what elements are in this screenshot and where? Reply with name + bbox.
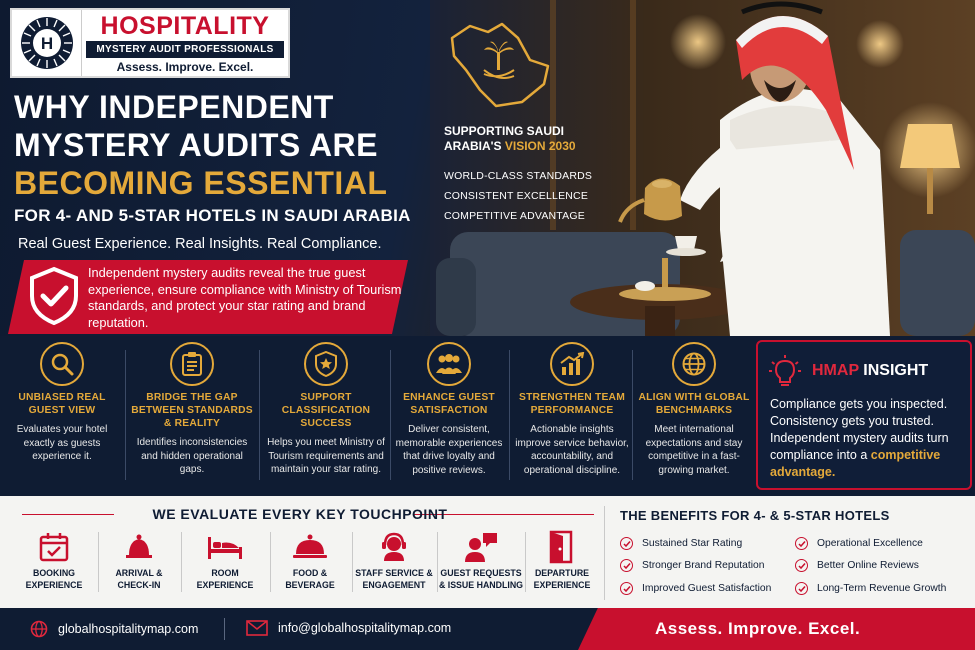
benefit-label: Better Online Reviews	[817, 560, 919, 571]
feature-title: UNBIASED REAL GUEST VIEW	[18, 392, 106, 416]
banner-text: Independent mystery audits reveal the true guest experience, ensure compliance with Ministry of Tourism standards, and protect your star rating and brand reputation.	[88, 265, 402, 330]
feature-title: BRIDGE THE GAP BETWEEN STANDARDS & REALITY	[131, 392, 253, 429]
calendar-check-icon	[10, 528, 98, 566]
vision-title-highlight: VISION 2030	[504, 139, 576, 153]
benefit-label: Sustained Star Rating	[642, 538, 743, 549]
benefit-item	[620, 537, 742, 550]
feature-desc: Helps you meet Ministry of Tourism requirements and maintain your star rating.	[267, 437, 385, 475]
insight-title	[812, 362, 928, 380]
touchpoints-title: WE EVALUATE EVERY KEY TOUCHPOINT	[152, 506, 448, 522]
feature-bridge-gap	[130, 342, 254, 492]
feature-desc: Evaluates your hotel exactly as guests experience it.	[16, 424, 108, 462]
feature-desc: Actionable insights improve service behavior, accountability, and operational discipline.	[515, 424, 629, 476]
benefit-item	[620, 559, 765, 572]
feature-unbiased-view	[0, 342, 124, 492]
group-icon	[427, 342, 471, 386]
feature-title: SUPPORT CLASSIFICATION SUCCESS	[281, 392, 371, 429]
touchpoint-label-line: FOOD &	[292, 568, 328, 578]
benefit-item	[795, 582, 946, 595]
touchpoint-label-line: CHECK-IN	[117, 579, 161, 590]
touchpoint-guest-requests	[437, 528, 525, 600]
benefit-label: Long-Term Revenue Growth	[817, 583, 947, 594]
touchpoint-label-line: EXPERIENCE	[533, 579, 591, 590]
vision-title-prefix: SUPPORTING SAUDI ARABIA'S	[444, 124, 565, 153]
divider	[125, 350, 126, 480]
touchpoint-label-line: EXPERIENCE	[196, 579, 254, 590]
vision-item: COMPETITIVE ADVANTAGE	[444, 210, 585, 222]
benefit-item	[620, 582, 771, 595]
insight-title-brand: HMAP	[812, 362, 859, 379]
main-headline	[14, 88, 434, 226]
touchpoint-label	[350, 568, 438, 591]
touchpoint-label-line: ARRIVAL &	[115, 568, 163, 578]
brand-logo	[10, 8, 290, 78]
touchpoint-label-line: BOOKING	[32, 568, 76, 578]
headline-line-3: BECOMING ESSENTIAL	[14, 165, 388, 201]
globe-icon	[672, 342, 716, 386]
vision-item: WORLD-CLASS STANDARDS	[444, 170, 593, 182]
touchpoint-label-line: GUEST REQUESTS	[440, 568, 522, 578]
email-text: info@globalhospitalitymap.com	[278, 621, 452, 635]
saudi-map-icon	[444, 20, 554, 110]
check-circle-icon	[620, 537, 633, 550]
feature-title: STRENGTHEN TEAM PERFORMANCE	[519, 392, 625, 416]
headset-icon	[350, 528, 438, 566]
touchpoint-label-line: ROOM	[211, 568, 239, 578]
feature-guest-satisfaction	[387, 342, 511, 492]
touchpoints-benefits-section	[0, 496, 975, 608]
benefit-item	[795, 559, 919, 572]
touchpoint-label-line: BEVERAGE	[285, 579, 335, 590]
touchpoint-food-beverage	[266, 528, 354, 600]
feature-team-performance	[510, 342, 634, 492]
insight-text	[770, 396, 966, 481]
divider	[224, 618, 225, 640]
sunburst-emblem-icon	[20, 16, 74, 70]
globe-icon	[30, 620, 48, 638]
feature-global-benchmarks	[632, 342, 756, 492]
touchpoint-label	[437, 568, 525, 591]
growth-chart-icon	[550, 342, 594, 386]
benefits-title: THE BENEFITS FOR 4- & 5-STAR HOTELS	[620, 508, 890, 523]
star-shield-icon	[304, 342, 348, 386]
benefit-item	[795, 537, 923, 550]
tagline: Real Guest Experience. Real Insights. Real Compliance.	[18, 236, 382, 252]
feature-desc: Identifies inconsistencies and hidden operational gaps.	[136, 437, 248, 475]
bed-icon	[181, 528, 269, 566]
cloche-icon	[266, 528, 354, 566]
door-icon	[518, 528, 606, 566]
feature-title: ENHANCE GUEST SATISFACTION	[403, 392, 495, 416]
website-link[interactable]	[30, 620, 198, 638]
check-circle-icon	[620, 559, 633, 572]
guest-chat-icon	[437, 528, 525, 566]
touchpoint-staff-service	[350, 528, 438, 600]
touchpoint-label	[95, 568, 183, 591]
shield-check-icon	[28, 266, 80, 326]
feature-desc: Meet international expectations and stay competitive in a fast-growing market.	[645, 424, 743, 476]
section-divider	[604, 506, 605, 600]
touchpoint-room	[181, 528, 269, 600]
vision-2030-panel	[444, 20, 593, 222]
benefit-label: Operational Excellence	[817, 538, 923, 549]
feature-desc: Deliver consistent, memorable experiences that drive loyalty and positive reviews.	[395, 424, 503, 476]
vision-item: CONSISTENT EXCELLENCE	[444, 190, 589, 202]
magnifier-icon	[40, 342, 84, 386]
footer	[0, 608, 975, 650]
touchpoint-booking	[10, 528, 98, 600]
touchpoint-label	[266, 568, 354, 591]
website-text: globalhospitalitymap.com	[58, 622, 199, 636]
feature-classification	[264, 342, 388, 492]
benefit-label: Improved Guest Satisfaction	[642, 583, 772, 594]
touchpoint-label	[181, 568, 269, 591]
brand-subtitle: MYSTERY AUDIT PROFESSIONALS	[86, 41, 284, 58]
vision-list	[444, 166, 604, 226]
insight-highlight: competitive advantage.	[770, 448, 941, 479]
feature-title: ALIGN WITH GLOBAL BENCHMARKS	[638, 392, 750, 416]
touchpoint-arrival	[95, 528, 183, 600]
hmap-insight-box	[756, 340, 972, 490]
logo-emblem	[12, 10, 82, 76]
brand-title: HOSPITALITY	[100, 12, 270, 40]
check-circle-icon	[795, 537, 808, 550]
insight-body: Compliance gets you inspected. Consistency gets you trusted. Independent mystery audits turn compliance into a	[770, 397, 949, 462]
insight-title-rest: INSIGHT	[863, 362, 929, 379]
envelope-icon	[246, 620, 268, 636]
check-circle-icon	[795, 559, 808, 572]
bell-icon	[95, 528, 183, 566]
emblem-letter: H	[40, 34, 53, 53]
headline-line-1: WHY INDEPENDENT	[14, 89, 334, 125]
touchpoint-label	[518, 568, 606, 591]
features-section	[0, 336, 975, 496]
clipboard-icon	[170, 342, 214, 386]
brand-tagline: Assess. Improve. Excel.	[116, 60, 254, 74]
headline-line-2: MYSTERY AUDITS ARE	[14, 127, 378, 163]
headline-subtitle: FOR 4- AND 5-STAR HOTELS IN SAUDI ARABIA	[14, 206, 411, 225]
vision-title	[444, 124, 604, 154]
check-circle-icon	[795, 582, 808, 595]
touchpoint-label	[10, 568, 98, 591]
touchpoint-label-line: ENGAGEMENT	[362, 579, 426, 590]
touchpoint-label-line: DEPARTURE	[534, 568, 590, 578]
email-link[interactable]	[246, 620, 451, 636]
touchpoint-label-line: & ISSUE HANDLING	[438, 579, 524, 590]
benefit-label: Stronger Brand Reputation	[642, 560, 765, 571]
check-circle-icon	[620, 582, 633, 595]
divider	[259, 350, 260, 480]
touchpoint-label-line: EXPERIENCE	[25, 579, 83, 590]
lightbulb-icon	[768, 354, 802, 388]
touchpoint-departure	[518, 528, 606, 600]
touchpoint-label-line: STAFF SERVICE &	[355, 568, 433, 578]
footer-slogan: Assess. Improve. Excel.	[655, 619, 861, 638]
